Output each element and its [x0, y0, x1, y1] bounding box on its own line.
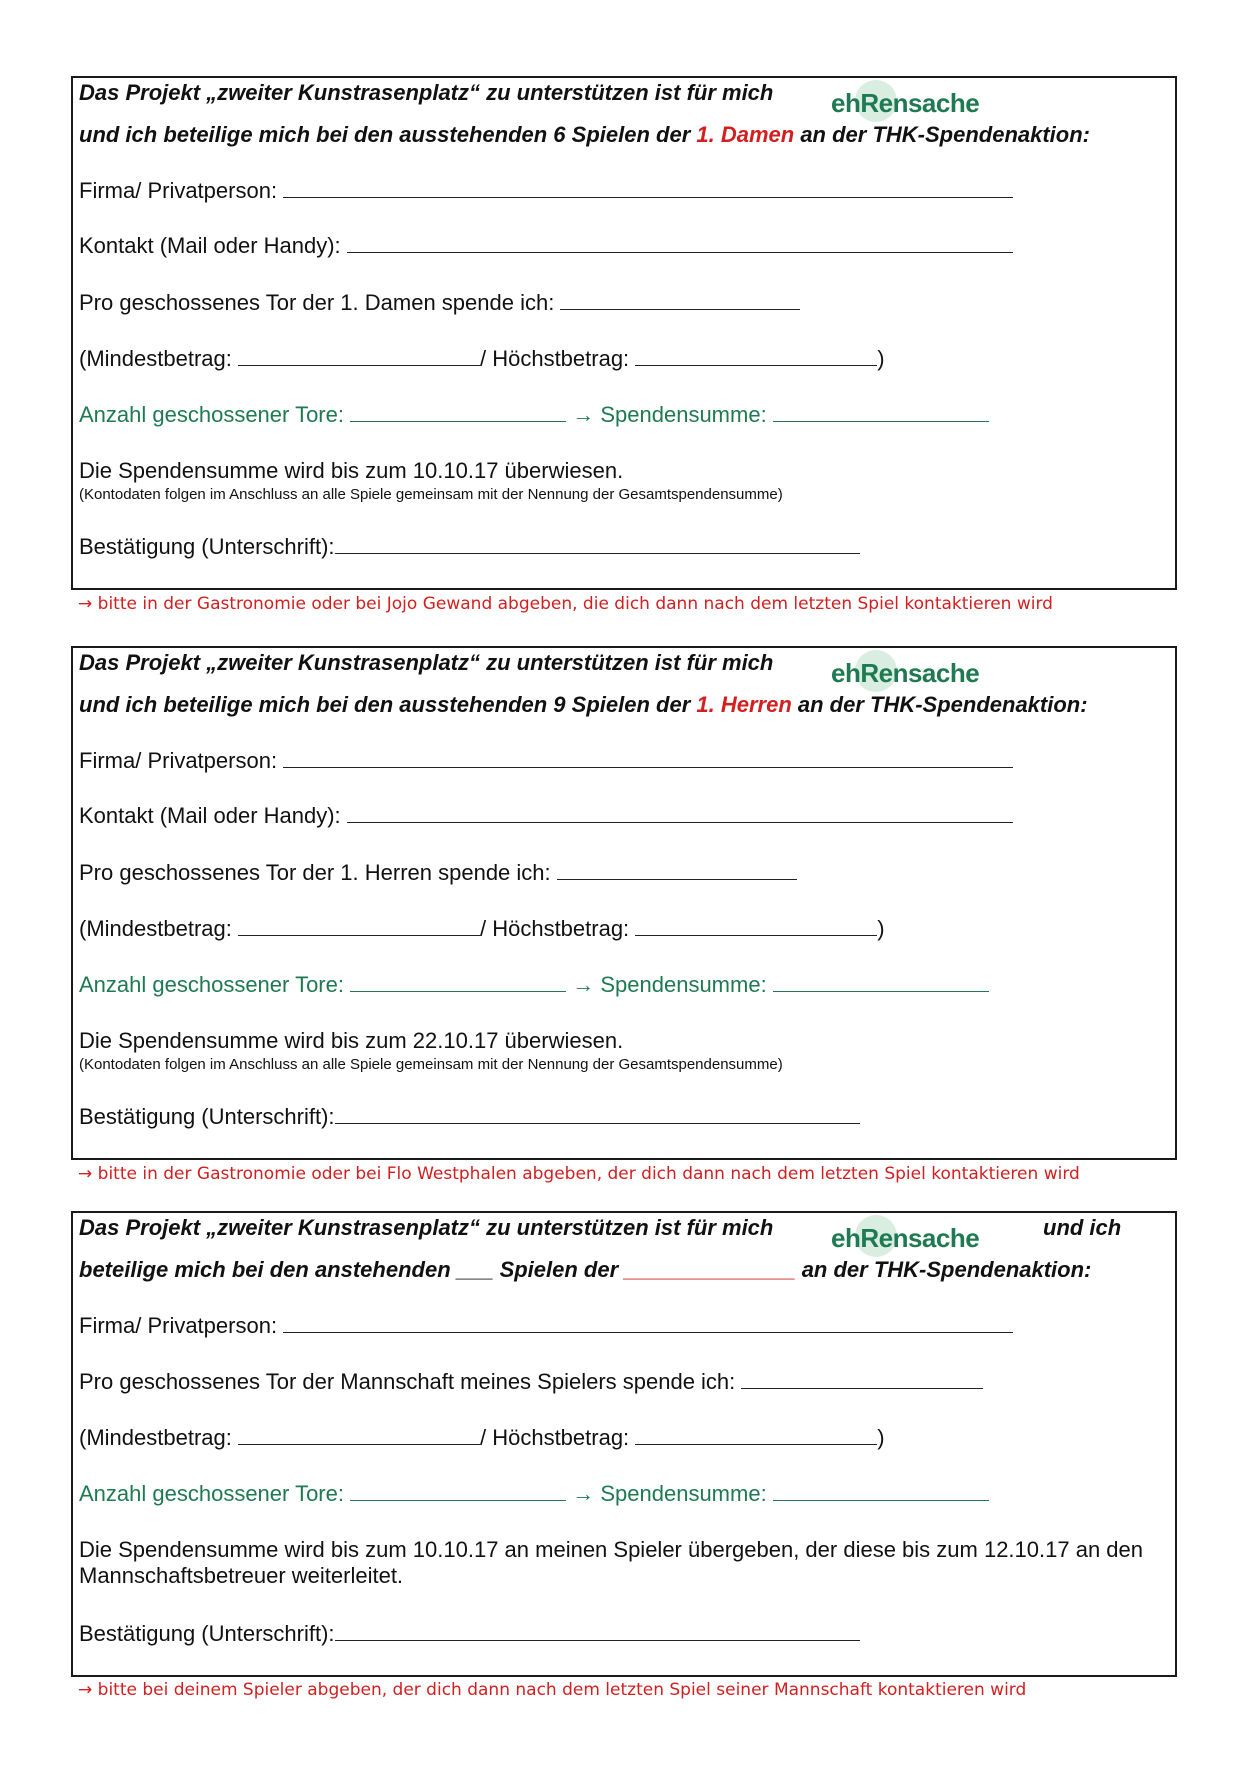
- ehrensache-logo: ehRensache: [831, 658, 979, 689]
- pro-tor-label: Pro geschossenes Tor der 1. Herren spende ich:: [79, 860, 551, 885]
- form-heading-line1: Das Projekt „zweiter Kunstrasenplatz“ zu unterstützen ist für mich: [79, 1215, 774, 1240]
- summe-field[interactable]: [773, 403, 989, 422]
- summe-label: Spendensumme:: [600, 402, 767, 427]
- kontakt-field[interactable]: [347, 804, 1013, 823]
- form-note-damen: → bitte in der Gastronomie oder bei Jojo Gewand abgeben, die dich dann nach dem letzten Spiel kontaktieren wird: [78, 594, 1053, 614]
- max-label: / Höchstbetrag:: [479, 1425, 630, 1450]
- pro-tor-label: Pro geschossenes Tor der 1. Damen spende ich:: [79, 290, 555, 315]
- signature-field[interactable]: [335, 535, 860, 554]
- kontakt-label: Kontakt (Mail oder Handy):: [79, 233, 341, 258]
- kontodaten-text: (Kontodaten folgen im Anschluss an alle Spiele gemeinsam mit der Nennung der Gesamtspendensumme): [79, 1056, 783, 1073]
- ueberweisung-text: Die Spendensumme wird bis zum 10.10.17 überwiesen.: [79, 458, 624, 483]
- bestaetigung-row: [79, 534, 860, 560]
- form-heading-line1: Das Projekt „zweiter Kunstrasenplatz“ zu unterstützen ist für mich: [79, 650, 774, 675]
- min-label: (Mindestbetrag:: [79, 916, 232, 941]
- firma-field[interactable]: [283, 179, 1013, 198]
- firma-row: [79, 178, 1013, 204]
- tore-label: Anzahl geschossener Tore:: [79, 1481, 344, 1506]
- arrow-icon: →: [572, 972, 595, 997]
- min-label: (Mindestbetrag:: [79, 346, 232, 371]
- min-field[interactable]: [238, 347, 480, 366]
- summe-field[interactable]: [773, 1482, 989, 1501]
- bestaetigung-label: Bestätigung (Unterschrift):: [79, 1104, 335, 1129]
- signature-field[interactable]: [335, 1622, 860, 1641]
- max-field[interactable]: [635, 347, 877, 366]
- arrow-icon: →: [572, 1481, 595, 1506]
- form-note-herren: → bitte in der Gastronomie oder bei Flo Westphalen abgeben, der dich dann nach dem letzten Spiel kontaktieren wird: [78, 1164, 1080, 1184]
- limits-row: (Mindestbetrag: / Höchstbetrag: ): [79, 1425, 885, 1450]
- tore-field[interactable]: [350, 973, 566, 992]
- form-heading-line1: Das Projekt „zweiter Kunstrasenplatz“ zu unterstützen ist für mich: [79, 80, 774, 105]
- bestaetigung-label: Bestätigung (Unterschrift):: [79, 1621, 335, 1646]
- kontakt-row: [79, 233, 1013, 259]
- form-heading-line2: und ich beteilige mich bei den ausstehenden 9 Spielen der 1. Herren an der THK-Spendenaktion:: [79, 692, 1088, 717]
- ehrensache-logo: ehRensache: [831, 88, 979, 119]
- tore-row: [79, 402, 989, 428]
- min-field[interactable]: [238, 917, 480, 936]
- pro-tor-field[interactable]: [557, 861, 797, 880]
- donation-form-spieler: [71, 1211, 1177, 1677]
- pro-tor-label: Pro geschossenes Tor der Mannschaft meines Spielers spende ich:: [79, 1369, 736, 1394]
- ehrensache-logo: ehRensache: [831, 1223, 979, 1254]
- max-field[interactable]: [635, 1426, 877, 1445]
- summe-field[interactable]: [773, 973, 989, 992]
- min-label: (Mindestbetrag:: [79, 1425, 232, 1450]
- firma-field[interactable]: [283, 1314, 1013, 1333]
- limits-row: (Mindestbetrag: / Höchstbetrag: ): [79, 346, 885, 371]
- tore-row: [79, 972, 989, 998]
- bestaetigung-label: Bestätigung (Unterschrift):: [79, 534, 335, 559]
- ueberweisung-text: Die Spendensumme wird bis zum 22.10.17 überwiesen.: [79, 1028, 624, 1053]
- donation-form-herren: [71, 646, 1177, 1160]
- min-field[interactable]: [238, 1426, 480, 1445]
- bestaetigung-row: [79, 1621, 860, 1647]
- kontakt-row: [79, 803, 1013, 829]
- bestaetigung-row: [79, 1104, 860, 1130]
- kontakt-field[interactable]: [347, 234, 1013, 253]
- form-heading-line2: und ich beteilige mich bei den ausstehenden 6 Spielen der 1. Damen an der THK-Spendenaktion:: [79, 122, 1090, 147]
- pro-tor-field[interactable]: [741, 1370, 983, 1389]
- tore-field[interactable]: [350, 1482, 566, 1501]
- kontakt-label: Kontakt (Mail oder Handy):: [79, 803, 341, 828]
- pro-tor-row: [79, 1369, 983, 1395]
- form-note-spieler: → bitte bei deinem Spieler abgeben, der dich dann nach dem letzten Spiel seiner Mannschaft kontaktieren wird: [78, 1680, 1027, 1700]
- max-label: / Höchstbetrag:: [479, 916, 630, 941]
- tore-row: [79, 1481, 989, 1507]
- form-heading-tail: und ich: [1043, 1215, 1122, 1240]
- team-blank: ______________: [624, 1257, 796, 1282]
- firma-row: [79, 1313, 1013, 1339]
- summe-label: Spendensumme:: [600, 1481, 767, 1506]
- signature-field[interactable]: [335, 1105, 860, 1124]
- arrow-icon: →: [572, 402, 595, 427]
- donation-form-damen: [71, 76, 1177, 590]
- pro-tor-row: [79, 860, 797, 886]
- pro-tor-field[interactable]: [560, 291, 800, 310]
- tore-field[interactable]: [350, 403, 566, 422]
- limits-row: (Mindestbetrag: / Höchstbetrag: ): [79, 916, 885, 941]
- firma-label: Firma/ Privatperson:: [79, 178, 278, 203]
- summe-label: Spendensumme:: [600, 972, 767, 997]
- team-name: 1. Damen: [696, 122, 795, 147]
- firma-field[interactable]: [283, 749, 1013, 768]
- form-heading-line2: beteilige mich bei den anstehenden ___ Spielen der ______________ an der THK-Spendenaktion:: [79, 1257, 1092, 1282]
- tore-label: Anzahl geschossener Tore:: [79, 972, 344, 997]
- kontodaten-text: (Kontodaten folgen im Anschluss an alle Spiele gemeinsam mit der Nennung der Gesamtspendensumme): [79, 486, 783, 503]
- max-label: / Höchstbetrag:: [479, 346, 630, 371]
- tore-label: Anzahl geschossener Tore:: [79, 402, 344, 427]
- firma-row: [79, 748, 1013, 774]
- uebergabe-text: Die Spendensumme wird bis zum 10.10.17 an meinen Spieler übergeben, der diese bis zum 12.10.17 an den Mannschaftsbetreuer weiterleitet.: [79, 1537, 1143, 1588]
- max-field[interactable]: [635, 917, 877, 936]
- firma-label: Firma/ Privatperson:: [79, 1313, 278, 1338]
- pro-tor-row: [79, 290, 800, 316]
- team-name: 1. Herren: [696, 692, 792, 717]
- firma-label: Firma/ Privatperson:: [79, 748, 278, 773]
